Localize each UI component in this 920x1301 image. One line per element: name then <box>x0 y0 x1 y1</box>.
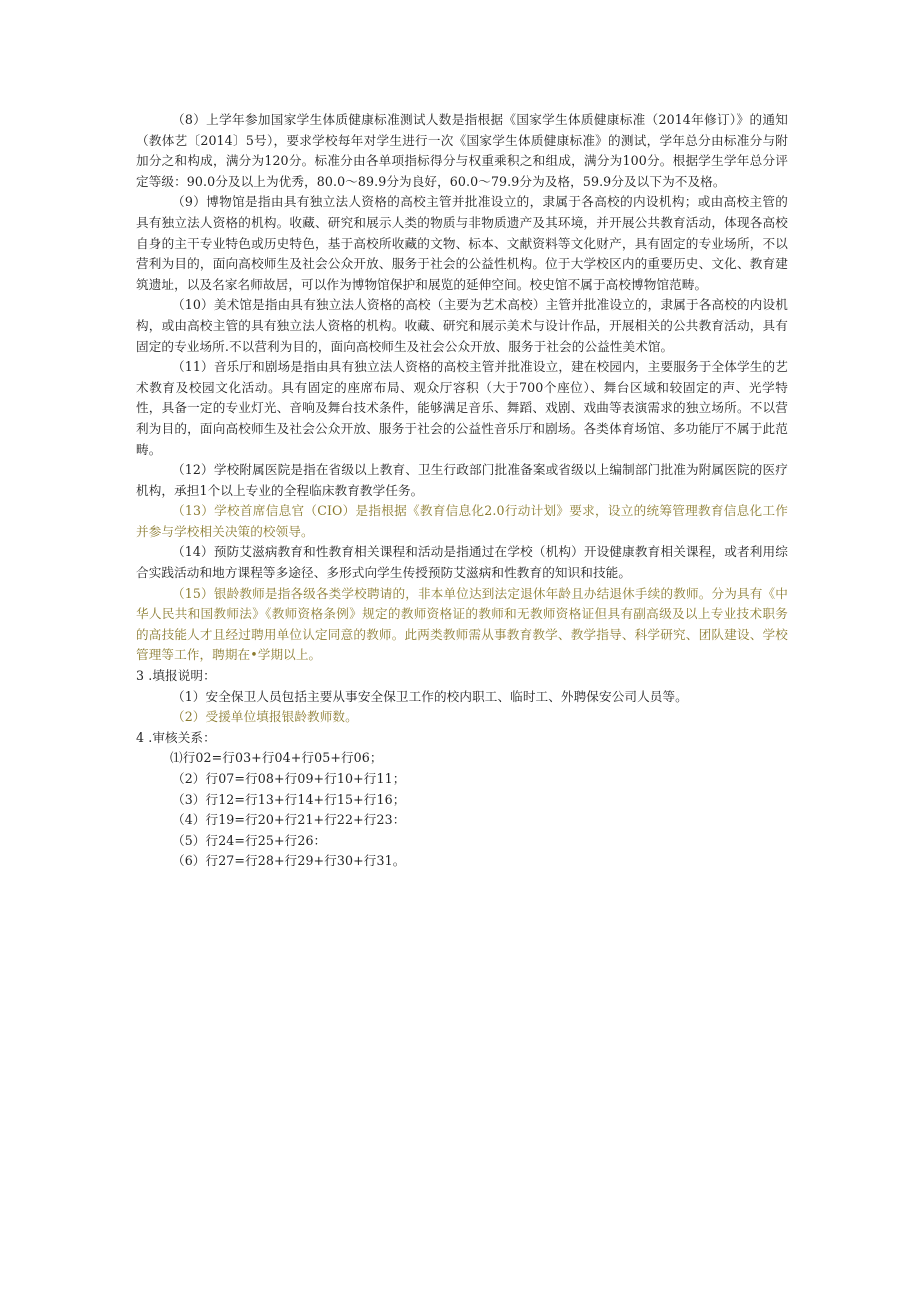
document-body <box>136 110 788 872</box>
section-3-heading: 3 .填报说明： <box>136 668 216 684</box>
paragraph-15: （15）银龄教师是指各级各类学校聘请的，非本单位达到法定退休年龄且办结退休手续的教师。分为具有《中华人民共和国教师法》《教师资格条例》规定的教师资格证的教师和无教师资格证但具有副高级及以上专业技术职务的高技能人才且经过聘用单位认定同意的教师。此两类教师需从事教育教学、教学指导、科学研究、团队建设、学校管理等工作，聘期在•学期以上。 <box>136 585 788 663</box>
paragraph-10: （10）美术馆是指由具有独立法人资格的高校（主要为艺术高校）主管并批准设立的，隶属于各高校的内设机构，或由高校主管的具有独立法人资格的机构。收藏、研究和展示美术与设计作品，开展相关的公共教育活动，具有固定的专业场所.不以营利为目的，面向高校师生及社会公众开放、服务于社会的公益性美术馆。 <box>136 297 788 354</box>
audit-rule-3: （3）行12=行13+行14+行15+行16； <box>172 791 406 807</box>
audit-rule-4: （4）行19=行20+行21+行22+行23： <box>172 812 406 828</box>
section-4-heading: 4 .审核关系： <box>136 729 216 745</box>
paragraph-12: （12）学校附属医院是指在省级以上教育、卫生行政部门批准备案或省级以上编制部门批准为附属医院的医疗机构，承担1个以上专业的全程临床教育教学任务。 <box>136 462 788 498</box>
paragraph-9: （9）博物馆是指由具有独立法人资格的高校主管并批准设立的，隶属于各高校的内设机构；或由高校主管的具有独立法人资格的机构。收藏、研究和展示人类的物质与非物质遗产及其环境，并开展公共教育活动，体现各高校自身的主干专业特色或历史特色，基于高校所收藏的文物、标本、文献资料等文化财产，具有固定的专业场所，不以营利为目的，面向高校师生及社会公众开放、服务于社会的公益性机构。位于大学校区内的重要历史、文化、教育建筑遗址，以及名家名师故居，可以作为博物馆保护和展览的延伸空间。校史馆不属于高校博物馆范畴。 <box>136 194 788 292</box>
paragraph-13: （13）学校首席信息官（CIO）是指根据《教育信息化2.0行动计划》要求，设立的统筹管理教育信息化工作并参与学校相关决策的校领导。 <box>136 503 788 539</box>
paragraph-8: （8）上学年参加国家学生体质健康标准测试人数是指根据《国家学生体质健康标准（2014年修订）》的通知（教体艺〔2014〕5号），要求学校每年对学生进行一次《国家学生体质健康标准》的测试，学年总分由标准分与附加分之和构成，满分为120分。标准分由各单项指标得分与权重乘积之和组成，满分为100分。根据学生学年总分评定等级：90.0分及以上为优秀，80.0～89.9分为良好，60.0～79.9分为及格，59.9分及以下为不及格。 <box>136 112 788 189</box>
section-3-item-2: （2）受援单位填报银龄教师数。 <box>172 709 358 725</box>
paragraph-11: （11）音乐厅和剧场是指由具有独立法人资格的高校主管并批准设立，建在校园内，主要服务于全体学生的艺术教育及校园文化活动。具有固定的座席布局、观众厅容积（大于700个座位）、舞台区域和较固定的声、光学特性，具备一定的专业灯光、音响及舞台技术条件，能够满足音乐、舞蹈、戏剧、戏曲等表演需求的独立场所。不以营利为目的，面向高校师生及社会公众开放、服务于社会的公益性音乐厅和剧场。各类体育场馆、多功能厅不属于此范畴。 <box>136 359 788 457</box>
audit-rule-2: （2）行07=行08+行09+行10+行11； <box>172 771 406 786</box>
section-3-item-1: （1）安全保卫人员包括主要从事安全保卫工作的校内职工、临时工、外聘保安公司人员等。 <box>172 688 688 704</box>
audit-rule-6: （6）行27=行28+行29+行30+行31。 <box>172 853 406 869</box>
audit-rule-5: （5）行24=行25+行26： <box>172 832 327 848</box>
paragraph-14: （14）预防艾滋病教育和性教育相关课程和活动是指通过在学校（机构）开设健康教育相关课程，或者利用综合实践活动和地方课程等多途径、多形式向学生传授预防艾滋病和性教育的知识和技能。 <box>136 544 788 581</box>
audit-rule-1: ⑴行02=行03+行04+行05+行06； <box>170 750 383 766</box>
